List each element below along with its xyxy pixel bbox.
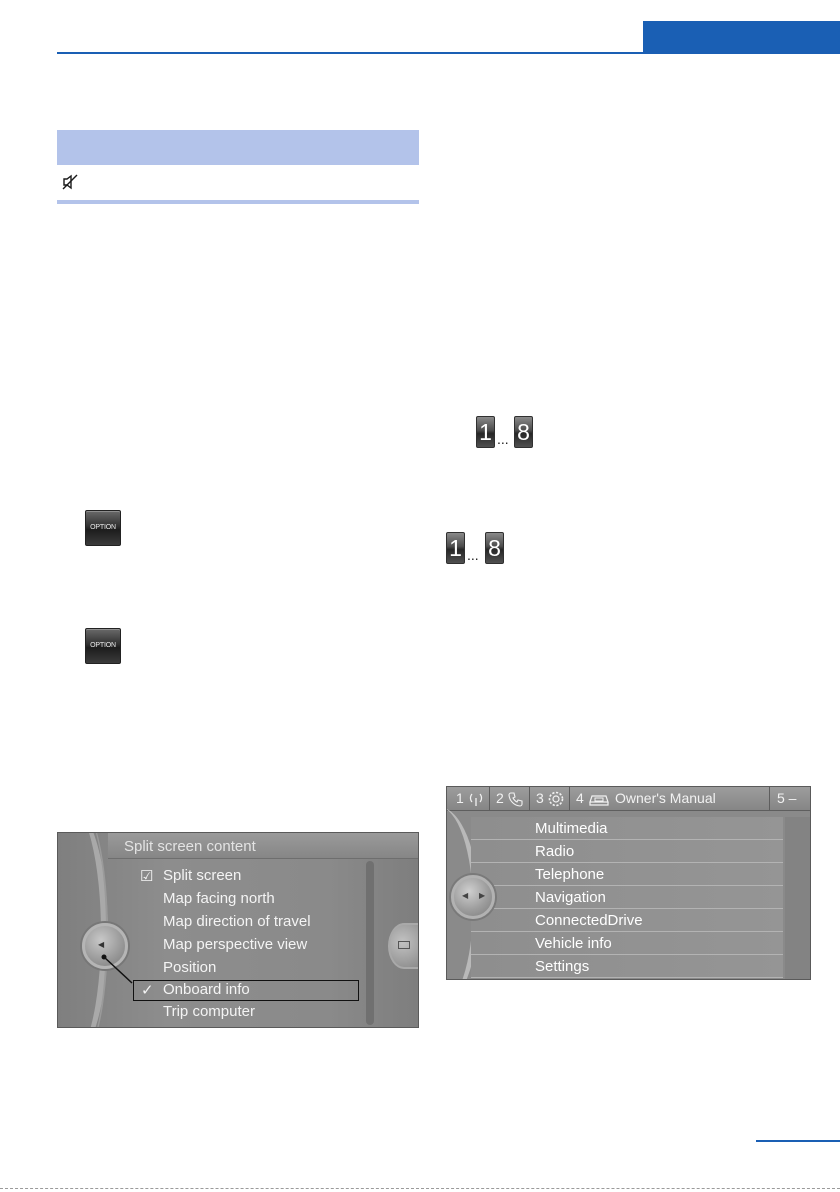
tab-owners-manual[interactable]: Owner's Manual — [615, 790, 716, 806]
menu-item-label: Multimedia — [535, 820, 608, 837]
scrollbar[interactable] — [366, 861, 374, 1025]
ellipsis: ... — [497, 431, 509, 447]
split-screen-screenshot — [57, 832, 419, 1028]
tab-1[interactable]: 1 — [456, 790, 464, 806]
note-header — [57, 130, 419, 165]
menu-item-label: Telephone — [535, 866, 605, 883]
menu-item-map-direction[interactable]: Map direction of travel — [163, 913, 311, 930]
menu-item-navigation[interactable] — [471, 886, 783, 909]
note-body — [57, 165, 419, 200]
tab-4[interactable]: 4 — [576, 790, 584, 806]
number-key-8-icon: 8 — [514, 416, 533, 448]
split-screen-checkbox-icon: ☑ — [140, 868, 154, 885]
main-menu-list — [471, 817, 783, 977]
arrow-left-icon: ◀ — [462, 891, 469, 900]
menu-item-split-screen[interactable]: Split screen — [163, 867, 242, 884]
tab-separator — [489, 787, 490, 811]
menu-item-trip-computer[interactable]: Trip computer — [163, 1003, 255, 1020]
pointer-line — [98, 951, 138, 991]
tab-separator — [569, 787, 570, 811]
number-key-1-icon: 1 — [476, 416, 495, 448]
main-menu-screenshot — [446, 786, 811, 980]
menu-item-multimedia[interactable] — [471, 817, 783, 840]
menu-item-connecteddrive[interactable] — [471, 909, 783, 932]
gear-icon — [547, 790, 565, 808]
menu-item-position[interactable]: Position — [163, 959, 217, 976]
menu-item-label: ConnectedDrive — [535, 912, 643, 929]
chapter-tab — [643, 21, 840, 54]
menu-item-map-perspective[interactable]: Map perspective view — [163, 936, 308, 953]
side-panel-knob-icon — [388, 923, 419, 969]
page-edge-dots — [0, 1188, 840, 1189]
note-box — [57, 130, 419, 204]
footer-rule — [756, 1140, 840, 1142]
note-rule — [57, 200, 419, 204]
menu-item-label: Navigation — [535, 889, 606, 906]
panel-icon — [398, 941, 410, 949]
arrow-left-icon: ◀ — [98, 940, 105, 949]
tab-3[interactable]: 3 — [536, 790, 544, 806]
menu-item-label: Radio — [535, 843, 575, 860]
tab-separator — [529, 787, 530, 811]
mute-icon — [61, 173, 79, 191]
ellipsis: ... — [467, 547, 479, 563]
number-key-8-icon: 8 — [485, 532, 504, 564]
phone-icon — [507, 790, 525, 808]
menu-item-map-facing-north[interactable]: Map facing north — [163, 890, 275, 907]
favorites-bar — [447, 787, 811, 811]
menu-item-onboard-info[interactable]: Onboard info — [163, 981, 250, 998]
tab-5[interactable]: 5 – — [777, 790, 797, 806]
controller-knob-icon — [451, 875, 495, 919]
option-button-icon: OPTION — [85, 628, 121, 664]
option-button-icon: OPTION — [85, 510, 121, 546]
split-screen-title: Split screen content — [124, 838, 256, 855]
header-rule — [57, 52, 840, 54]
number-key-1-icon: 1 — [446, 532, 465, 564]
menu-item-label: Settings — [535, 958, 590, 975]
checkmark-icon: ✓ — [141, 982, 154, 999]
car-icon — [588, 791, 610, 807]
tab-separator — [769, 787, 770, 811]
menu-item-radio[interactable] — [471, 840, 783, 863]
radio-antenna-icon — [467, 790, 485, 808]
menu-item-settings[interactable] — [471, 955, 783, 978]
menu-item-telephone[interactable] — [471, 863, 783, 886]
menu-item-vehicle-info[interactable] — [471, 932, 783, 955]
tab-2[interactable]: 2 — [496, 790, 504, 806]
arrow-right-icon: ▶ — [479, 891, 486, 900]
right-side-panel — [785, 817, 811, 980]
menu-item-label: Vehicle info — [535, 935, 612, 952]
